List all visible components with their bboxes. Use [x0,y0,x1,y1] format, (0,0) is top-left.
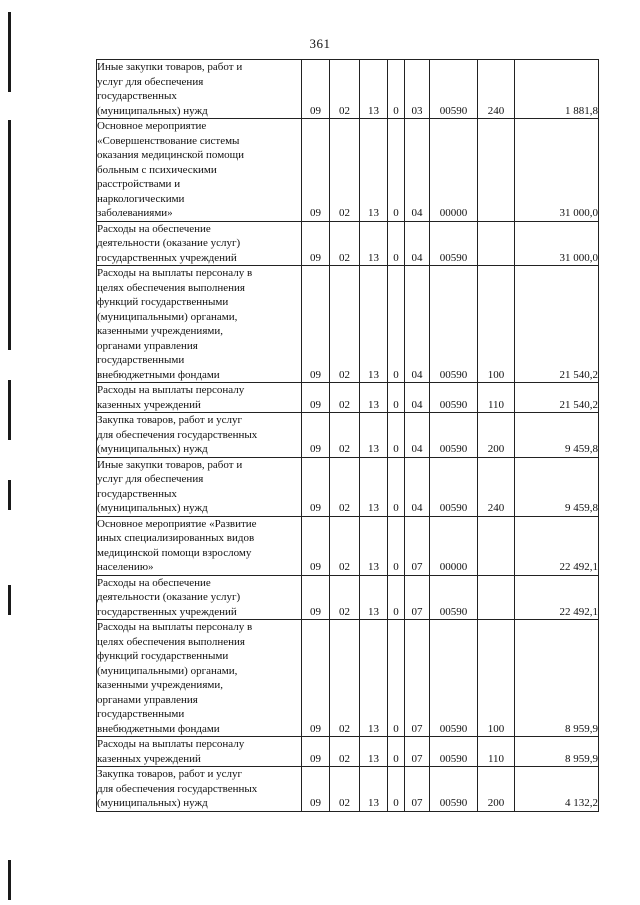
description-line: Иные закупки товаров, работ и [97,61,243,73]
description-line: Расходы на обеспечение [97,222,211,235]
amount: 22 492,1 [515,516,599,575]
event-code: 04 [405,119,430,222]
description-line: для обеспечения государственных [97,782,258,795]
description-line: «Совершенствование системы [97,134,240,147]
table-row [97,119,599,222]
description-line: (муниципальных) нужд [97,443,208,455]
scan-edge-mark [8,380,11,440]
description-line: деятельности (оказание услуг) [97,237,241,249]
table-row [97,620,599,737]
expense-type-code: 200 [478,413,515,458]
event-code: 04 [405,383,430,413]
description-line: государственными [97,708,185,720]
description-line: Основное мероприятие [97,120,207,132]
subprogram-code: 0 [388,575,405,620]
program-code: 13 [360,737,388,767]
direction-code: 00590 [430,457,478,516]
row-description [97,457,302,516]
description-line: для обеспечения государственных [97,428,258,441]
budget-table-body [97,60,599,812]
program-code: 13 [360,60,388,119]
program-code: 13 [360,266,388,383]
program-code: 13 [360,767,388,812]
description-line: наркологическими [97,192,185,205]
row-description [97,60,302,119]
event-code: 07 [405,575,430,620]
description-line: органами управления [97,693,198,706]
description-line: Расходы на выплаты персоналу [97,384,245,396]
description-line: населению» [97,561,154,573]
section-code: 09 [302,457,330,516]
direction-code: 00590 [430,737,478,767]
program-code: 13 [360,119,388,222]
description-line: внебюджетными фондами [97,368,220,381]
description-line: иных специализированных видов [97,532,255,544]
direction-code: 00590 [430,383,478,413]
direction-code: 00590 [430,767,478,812]
event-code: 04 [405,221,430,266]
description-line: государственных [97,487,177,500]
program-code: 13 [360,383,388,413]
description-line: Закупка товаров, работ и услуг [97,768,242,780]
event-code: 04 [405,413,430,458]
table-row [97,575,599,620]
section-code: 09 [302,266,330,383]
description-line: государственными [97,354,185,366]
description-line: Иные закупки товаров, работ и [97,458,243,471]
expense-type-code [478,516,515,575]
section-code: 09 [302,383,330,413]
program-code: 13 [360,620,388,737]
amount: 8 959,9 [515,620,599,737]
subsection-code: 02 [330,119,360,222]
direction-code: 00590 [430,60,478,119]
subsection-code: 02 [330,737,360,767]
table-row [97,457,599,516]
description-line: (муниципальными) органами, [97,310,238,323]
description-line: Расходы на выплаты персоналу [97,738,245,750]
direction-code: 00000 [430,119,478,222]
row-description [97,383,302,413]
expense-type-code: 100 [478,266,515,383]
subsection-code: 02 [330,413,360,458]
section-code: 09 [302,221,330,266]
budget-table [96,59,599,812]
section-code: 09 [302,737,330,767]
amount: 31 000,0 [515,221,599,266]
page-number: 361 [309,36,331,51]
row-description [97,620,302,737]
event-code: 04 [405,266,430,383]
description-line: деятельности (оказание услуг) [97,591,241,603]
expense-type-code [478,221,515,266]
row-description [97,413,302,458]
scan-edge-mark [8,480,11,510]
scan-edge-mark [8,120,11,350]
subprogram-code: 0 [388,413,405,458]
description-line: государственных учреждений [97,251,237,264]
description-line: Основное мероприятие «Развитие [97,517,257,530]
description-line: государственных учреждений [97,605,237,618]
table-row [97,221,599,266]
description-line: функций государственными [97,296,229,308]
subsection-code: 02 [330,516,360,575]
direction-code: 00590 [430,620,478,737]
subsection-code: 02 [330,620,360,737]
subprogram-code: 0 [388,457,405,516]
subprogram-code: 0 [388,767,405,812]
description-line: (муниципальных) нужд [97,502,208,514]
event-code: 04 [405,457,430,516]
expense-type-code: 110 [478,737,515,767]
description-line: (муниципальных) нужд [97,104,208,117]
amount: 8 959,9 [515,737,599,767]
event-code: 03 [405,60,430,119]
description-line: органами управления [97,339,198,352]
subsection-code: 02 [330,221,360,266]
subsection-code: 02 [330,60,360,119]
description-line: услуг для обеспечения [97,75,204,88]
amount: 9 459,8 [515,413,599,458]
table-row [97,60,599,119]
subprogram-code: 0 [388,516,405,575]
description-line: целях обеспечения выполнения [97,635,245,648]
row-description [97,737,302,767]
table-row [97,413,599,458]
description-line: Расходы на обеспечение [97,576,211,589]
description-line: расстройствами и [97,178,181,190]
expense-type-code: 240 [478,60,515,119]
description-line: Расходы на выплаты персоналу в [97,621,253,633]
description-line: Расходы на выплаты персоналу в [97,267,253,279]
description-line: больным с психическими [97,163,217,176]
amount: 22 492,1 [515,575,599,620]
amount: 31 000,0 [515,119,599,222]
program-code: 13 [360,221,388,266]
description-line: медицинской помощи взрослому [97,546,252,559]
event-code: 07 [405,767,430,812]
event-code: 07 [405,516,430,575]
row-description [97,575,302,620]
program-code: 13 [360,457,388,516]
table-row [97,767,599,812]
description-line: (муниципальных) нужд [97,797,208,809]
expense-type-code: 100 [478,620,515,737]
scan-edge-mark [8,585,11,615]
row-description [97,266,302,383]
description-line: целях обеспечения выполнения [97,281,245,294]
expense-type-code [478,119,515,222]
table-row [97,266,599,383]
expense-type-code: 110 [478,383,515,413]
direction-code: 00590 [430,575,478,620]
description-line: казенными учреждениями, [97,325,223,337]
subsection-code: 02 [330,767,360,812]
subsection-code: 02 [330,383,360,413]
section-code: 09 [302,575,330,620]
row-description [97,767,302,812]
expense-type-code: 200 [478,767,515,812]
expense-type-code: 240 [478,457,515,516]
direction-code: 00590 [430,221,478,266]
subprogram-code: 0 [388,383,405,413]
table-row [97,737,599,767]
scan-edge-mark [8,12,11,92]
section-code: 09 [302,119,330,222]
subprogram-code: 0 [388,60,405,119]
scan-edge-mark [8,860,11,900]
table-row [97,383,599,413]
direction-code: 00590 [430,413,478,458]
direction-code: 00590 [430,266,478,383]
subsection-code: 02 [330,575,360,620]
subprogram-code: 0 [388,119,405,222]
description-line: (муниципальными) органами, [97,664,238,677]
subprogram-code: 0 [388,737,405,767]
row-description [97,119,302,222]
amount: 21 540,2 [515,383,599,413]
subsection-code: 02 [330,457,360,516]
subsection-code: 02 [330,266,360,383]
section-code: 09 [302,767,330,812]
description-line: казенными учреждениями, [97,679,223,691]
event-code: 07 [405,620,430,737]
subprogram-code: 0 [388,266,405,383]
section-code: 09 [302,620,330,737]
amount: 9 459,8 [515,457,599,516]
program-code: 13 [360,516,388,575]
amount: 4 132,2 [515,767,599,812]
section-code: 09 [302,516,330,575]
section-code: 09 [302,413,330,458]
direction-code: 00000 [430,516,478,575]
description-line: внебюджетными фондами [97,722,220,735]
row-description [97,221,302,266]
expense-type-code [478,575,515,620]
amount: 21 540,2 [515,266,599,383]
description-line: услуг для обеспечения [97,473,204,485]
program-code: 13 [360,413,388,458]
description-line: заболеваниями» [97,207,173,219]
table-row [97,516,599,575]
event-code: 07 [405,737,430,767]
amount: 1 881,8 [515,60,599,119]
description-line: функций государственными [97,650,229,662]
subprogram-code: 0 [388,221,405,266]
row-description [97,516,302,575]
subprogram-code: 0 [388,620,405,737]
description-line: Закупка товаров, работ и услуг [97,414,242,426]
program-code: 13 [360,575,388,620]
description-line: казенных учреждений [97,752,201,765]
description-line: казенных учреждений [97,398,201,411]
description-line: государственных [97,90,177,102]
description-line: оказания медицинской помощи [97,149,245,161]
section-code: 09 [302,60,330,119]
